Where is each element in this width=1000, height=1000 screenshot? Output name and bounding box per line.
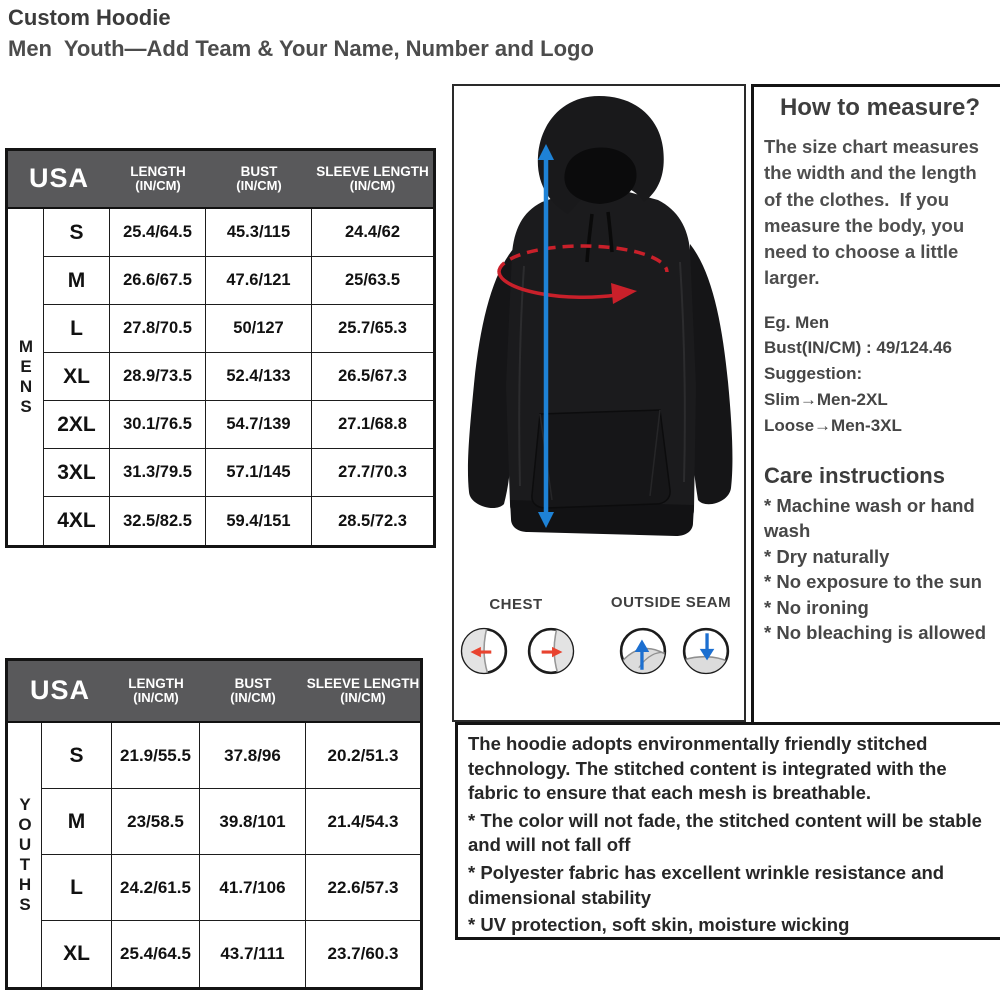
care-item: * No ironing xyxy=(764,596,869,618)
example-line: Suggestion: xyxy=(764,364,863,384)
bust-cell: 50/127 xyxy=(206,305,312,353)
size-cell: M xyxy=(44,257,110,305)
column-header-length xyxy=(112,661,200,723)
size-cell: 3XL xyxy=(44,449,110,497)
size-cell: XL xyxy=(44,353,110,401)
size-cell: XL xyxy=(42,921,112,987)
bust-cell: 59.4/151 xyxy=(206,497,312,545)
hoodie-measure-figure xyxy=(452,84,746,722)
column-header-unit: (IN/CM) xyxy=(340,690,386,706)
example-line: Loose→Men-3XL xyxy=(764,415,902,435)
size-cell: L xyxy=(42,855,112,921)
bust-cell: 47.6/121 xyxy=(206,257,312,305)
column-header-usa: USA xyxy=(8,661,112,723)
column-header-label: SLEEVE LENGTH xyxy=(306,675,420,691)
sleeve-cell: 25.7/65.3 xyxy=(312,305,433,353)
example-line: Eg. Men xyxy=(764,312,830,332)
column-header-unit: (IN/CM) xyxy=(349,178,396,194)
description-paragraph: The hoodie adopts environmentally friendly stitched technology. The stitched content is integrated with the fabric to ensure that each mesh is breathable. xyxy=(468,733,947,804)
length-cell: 27.8/70.5 xyxy=(110,305,206,353)
group-label-youths xyxy=(8,723,42,987)
sleeve-cell: 25/63.5 xyxy=(312,257,433,305)
column-header-usa: USA xyxy=(8,151,110,209)
sleeve-cell: 28.5/72.3 xyxy=(338,511,407,530)
care-instructions-heading: Care instructions xyxy=(764,462,945,488)
length-cell: 26.6/67.5 xyxy=(110,257,206,305)
size-cell: 2XL xyxy=(44,401,110,449)
bust-cell: 57.1/145 xyxy=(206,449,312,497)
chest-label: CHEST xyxy=(489,596,543,613)
group-label-text: YOUTHS xyxy=(15,795,35,915)
page-subtitle: Men Youth—Add Team & Your Name, Number and Logo xyxy=(8,36,594,61)
column-header-unit: (IN/CM) xyxy=(236,178,282,194)
bust-cell: 54.7/139 xyxy=(206,401,312,449)
chest-arrow-left-icon xyxy=(459,626,509,676)
size-cell: L xyxy=(44,305,110,353)
length-cell: 28.9/73.5 xyxy=(110,353,206,401)
column-header-label: BUST xyxy=(240,163,278,179)
product-description-box xyxy=(455,722,1000,940)
column-header-length xyxy=(110,151,206,209)
care-item: * Machine wash or hand wash xyxy=(764,494,975,542)
length-cell: 25.4/64.5 xyxy=(110,209,206,257)
care-instructions-block xyxy=(764,463,996,646)
column-header-sleeve xyxy=(312,151,433,209)
sleeve-cell: 20.2/51.3 xyxy=(306,723,420,789)
column-header-label: SLEEVE LENGTH xyxy=(316,163,429,179)
size-cell: S xyxy=(42,723,112,789)
description-paragraph: * Polyester fabric has excellent wrinkle resistance and dimensional stability xyxy=(468,861,945,908)
column-header-unit: (IN/CM) xyxy=(133,690,179,706)
size-cell: M xyxy=(42,789,112,855)
outside-seam-label: OUTSIDE SEAM xyxy=(610,594,732,611)
group-label-text: MENS xyxy=(16,337,36,417)
length-cell: 24.2/61.5 xyxy=(112,855,200,921)
example-line: Bust(IN/CM) : 49/124.46 xyxy=(764,338,952,358)
bust-cell: 43.7/111 xyxy=(200,921,306,987)
column-header-bust xyxy=(200,661,306,723)
sleeve-cell: 22.6/57.3 xyxy=(306,855,420,921)
column-header-label: LENGTH xyxy=(130,163,186,179)
length-cell: 31.3/79.5 xyxy=(110,449,206,497)
mens-size-table xyxy=(5,148,436,548)
sleeve-cell: 27.7/70.3 xyxy=(312,449,433,497)
bust-cell: 41.7/106 xyxy=(200,855,306,921)
youths-size-table xyxy=(5,658,423,990)
sleeve-cell: 27.1/68.8 xyxy=(312,401,433,449)
bust-cell: 37.8/96 xyxy=(200,723,306,789)
length-cell: 21.9/55.5 xyxy=(112,723,200,789)
length-cell: 30.1/76.5 xyxy=(110,401,206,449)
length-cell: 23/58.5 xyxy=(112,789,200,855)
bust-cell: 39.8/101 xyxy=(200,789,306,855)
sleeve-cell: 23.7/60.3 xyxy=(327,944,399,963)
example-line: Slim→Men-2XL xyxy=(764,390,888,410)
care-item: * No bleaching is allowed xyxy=(764,622,987,644)
care-item: * Dry naturally xyxy=(764,545,890,567)
size-example-block xyxy=(764,310,996,439)
how-to-measure-body: The size chart measures the width and the length of the clothes. If you measure the body, you need to choose a little larger. xyxy=(764,136,985,289)
sleeve-cell: 26.5/67.3 xyxy=(312,353,433,401)
how-to-measure-heading: How to measure? xyxy=(779,94,981,121)
column-header-sleeve xyxy=(306,661,420,723)
size-cell: 4XL xyxy=(44,497,110,545)
column-header-bust xyxy=(206,151,312,209)
outside-seam-arrow-down-icon xyxy=(681,626,731,676)
column-header-unit: (IN/CM) xyxy=(135,178,181,194)
column-header-label: BUST xyxy=(234,675,272,691)
chest-arrow-right-icon xyxy=(526,626,576,676)
length-cell: 32.5/82.5 xyxy=(110,497,206,545)
group-label-mens xyxy=(8,209,44,545)
column-header-unit: (IN/CM) xyxy=(230,690,276,706)
care-item: * No exposure to the sun xyxy=(764,571,982,593)
outside-seam-arrow-up-icon xyxy=(618,626,668,676)
sleeve-cell: 21.4/54.3 xyxy=(306,789,420,855)
description-paragraph: * UV protection, soft skin, moisture wicking xyxy=(468,914,850,936)
page-title: Custom Hoodie xyxy=(8,5,171,30)
sleeve-cell: 24.4/62 xyxy=(312,209,433,257)
bust-cell: 45.3/115 xyxy=(206,209,312,257)
hoodie-photo-illustration xyxy=(454,86,743,591)
length-cell: 25.4/64.5 xyxy=(112,921,200,987)
how-to-measure-panel xyxy=(764,92,996,646)
panel-divider-vertical xyxy=(751,84,754,724)
column-header-label: LENGTH xyxy=(128,675,184,691)
description-paragraph: * The color will not fade, the stitched content will be stable and will not fall off xyxy=(468,809,982,856)
bust-cell: 52.4/133 xyxy=(206,353,312,401)
size-cell: S xyxy=(44,209,110,257)
panel-divider-horizontal xyxy=(751,84,1000,87)
